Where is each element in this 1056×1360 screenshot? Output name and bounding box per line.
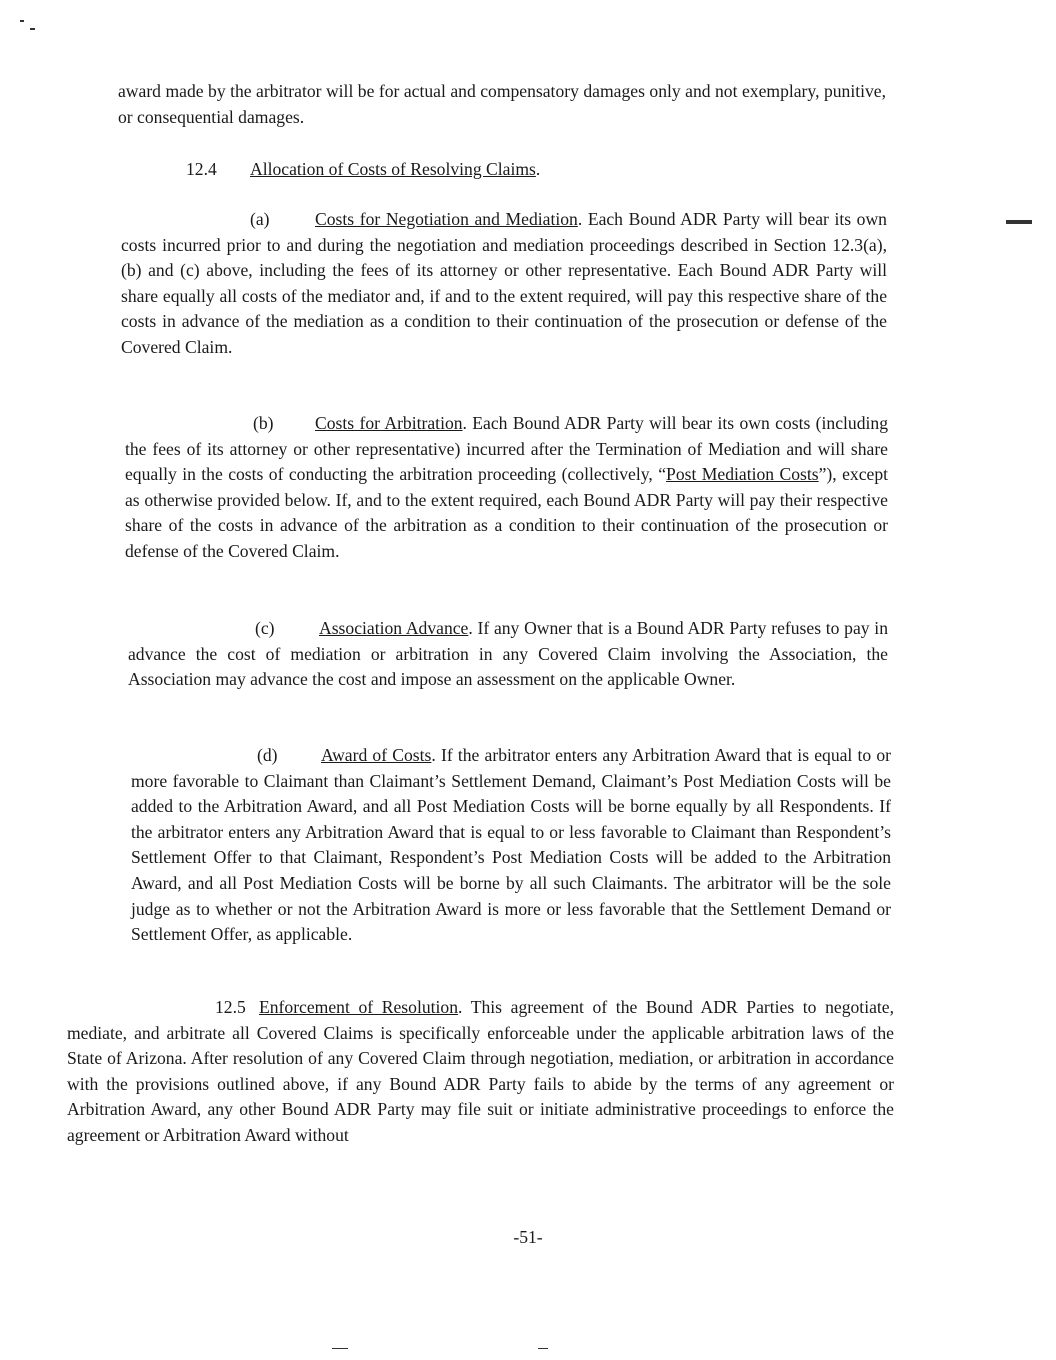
section-12-5 [67, 995, 894, 1149]
paragraph-c-title: Association Advance [319, 618, 469, 638]
paragraph-c-sep: . [468, 618, 473, 638]
section-12-5-sep: . [458, 997, 463, 1017]
paragraph-a [121, 207, 887, 361]
scan-speck-top-left-2 [30, 28, 35, 30]
paragraph-d-label: (d) [257, 745, 278, 765]
paragraph-d [131, 743, 891, 948]
section-12-5-number: 12.5 [215, 997, 246, 1017]
scan-speck-top-left [20, 20, 24, 22]
paragraph-c [128, 616, 888, 693]
paragraph-b [125, 411, 888, 565]
scan-speck-bottom-1 [332, 1348, 348, 1349]
paragraph-b-title: Costs for Arbitration [315, 413, 463, 433]
paragraph-c-body: If any Owner that is a Bound ADR Party refuses to pay in advance the cost of mediation or arbitration in any Covered Claim involving the Association, the Association may advance the cost and impose an assessment on the applicable Owner. [128, 618, 888, 690]
paragraph-b-body-1: Each Bound ADR Party will bear its own costs (including the fees of its attorney or other representative) incurred after the Termination of Mediation and will share equally in the costs of conducting the arbitration proceeding (collectively, “ [125, 413, 888, 485]
intro-paragraph-text: award made by the arbitrator will be for actual and compensatory damages only and not exemplary, punitive, or consequential damages. [118, 81, 886, 127]
paragraph-d-body: If the arbitrator enters any Arbitration Award that is equal to or more favorable to Claimant than Claimant’s Settlement Demand, Claimant’s Post Mediation Costs will be added to the Arbitration Award, and all Post Mediation Costs will be borne equally by all Respondents. If the arbitrator enters any Arbitration Award that is equal to or less favorable to Claimant than Respondent’s Settlement Offer to that Claimant, Respondent’s Post Mediation Costs will be added to the Arbitration Award, and all Post Mediation Costs will be borne by all such Claimants. The arbitrator will be the sole judge as to whether or not the Arbitration Award is more or less favorable that the Settlement Demand or Settlement Offer, as applicable. [131, 745, 891, 945]
paragraph-b-label: (b) [253, 413, 274, 433]
scan-speck-margin-right [1006, 220, 1032, 224]
section-title: Allocation of Costs of Resolving Claims [250, 159, 536, 179]
section-12-5-title: Enforcement of Resolution [259, 997, 459, 1017]
section-12-5-body: This agreement of the Bound ADR Parties to negotiate, mediate, and arbitrate all Covered Claims is specifically enforceable under the applicable arbitration laws of the State of Arizona. After resolution of any Covered Claim through negotiation, mediation, or arbitration in accordance with the provisions outlined above, if any Bound ADR Party fails to abide by the terms of any agreement or Arbitration Award, any other Bound ADR Party may file suit or initiate administrative proceedings to enforce the agreement or Arbitration Award without [67, 997, 894, 1145]
paragraph-d-sep: . [431, 745, 436, 765]
paragraph-c-label: (c) [255, 618, 275, 638]
paragraph-b-sep: . [462, 413, 467, 433]
section-title-end: . [535, 159, 541, 179]
paragraph-b-defined-term: Post Mediation Costs [666, 464, 819, 485]
paragraph-b-body-2: ”), except as otherwise provided below. If, and to the extent required, each Bound ADR Party will pay their respective share of the costs in advance of the arbitration as a condition to their continuation of the prosecution or defense of the Covered Claim. [125, 464, 889, 561]
paragraph-a-body: Each Bound ADR Party will bear its own costs incurred prior to and during the negotiation and mediation proceedings described in Section 12.3(a), (b) and (c) above, including the fees of its attorney or other representative. Each Bound ADR Party will share equally all costs of the mediator and, if and to the extent required, will pay this respective share of the costs in advance of the mediation as a condition to their continuation of the prosecution or defense of the Covered Claim. [121, 209, 887, 357]
paragraph-a-label: (a) [250, 209, 270, 229]
section-number: 12.4 [186, 159, 217, 179]
intro-paragraph [118, 79, 886, 130]
paragraph-a-sep: . [577, 209, 583, 229]
section-12-4-heading [186, 157, 540, 183]
paragraph-a-title: Costs for Negotiation and Mediation [315, 209, 578, 229]
paragraph-d-title: Award of Costs [321, 745, 432, 765]
page-number: -51- [513, 1227, 543, 1247]
scan-speck-bottom-2 [538, 1348, 548, 1349]
